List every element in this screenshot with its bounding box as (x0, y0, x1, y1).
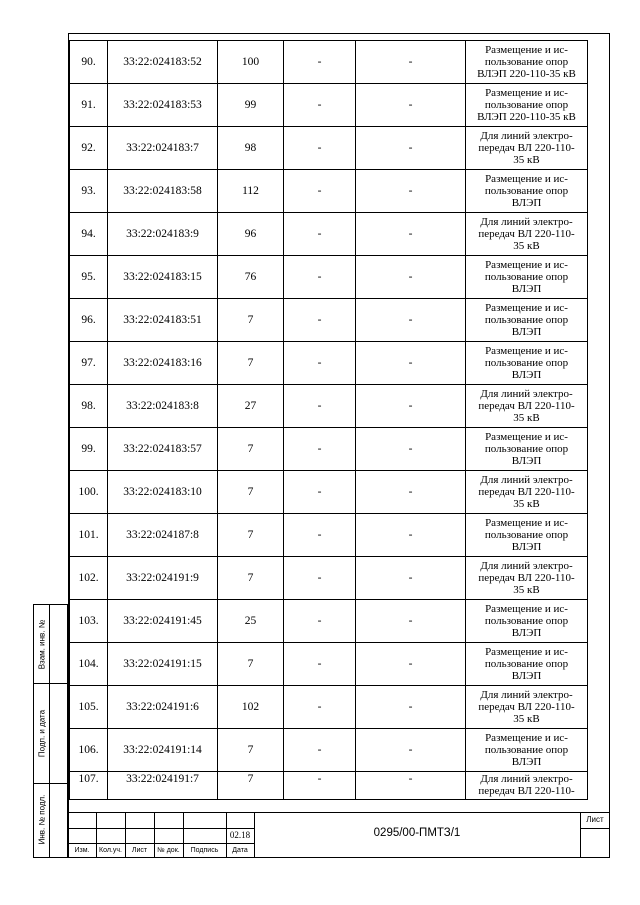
empty-cell: - (356, 127, 466, 170)
table-row (70, 256, 588, 299)
area-value: 7 (218, 299, 284, 342)
header-sheet: Лист (131, 847, 148, 854)
empty-cell: - (356, 514, 466, 557)
empty-cell: - (284, 600, 356, 643)
land-use: Размещение и ис- пользование опор ВЛЭП (466, 729, 588, 772)
area-value: 25 (218, 600, 284, 643)
area-value: 7 (218, 514, 284, 557)
empty-cell: - (356, 729, 466, 772)
cadastral-number: 33:22:024191:6 (108, 686, 218, 729)
row-number: 107. (70, 772, 108, 800)
empty-cell: - (284, 127, 356, 170)
title-block (68, 812, 610, 858)
table-row (70, 471, 588, 514)
empty-cell: - (356, 600, 466, 643)
table-row (70, 213, 588, 256)
row-number: 92. (70, 127, 108, 170)
table-row (70, 299, 588, 342)
header-change: Изм. (74, 847, 90, 854)
sheet-label: Лист (586, 815, 604, 824)
header-doc-number: № док. (157, 847, 180, 854)
empty-cell: - (284, 170, 356, 213)
table-row (70, 170, 588, 213)
table-row (70, 342, 588, 385)
strip-label-replace-inv: Взам. инв. № (37, 619, 47, 670)
land-use: Размещение и ис- пользование опор ВЛЭП (466, 256, 588, 299)
area-value: 7 (218, 471, 284, 514)
empty-cell: - (356, 557, 466, 600)
table-row (70, 84, 588, 127)
row-number: 95. (70, 256, 108, 299)
row-number: 93. (70, 170, 108, 213)
row-number: 97. (70, 342, 108, 385)
row-number: 100. (70, 471, 108, 514)
table-row (70, 41, 588, 84)
empty-cell: - (356, 428, 466, 471)
area-value: 112 (218, 170, 284, 213)
empty-cell: - (284, 643, 356, 686)
empty-cell: - (284, 428, 356, 471)
empty-cell: - (284, 772, 356, 800)
table-row (70, 600, 588, 643)
empty-cell: - (356, 385, 466, 428)
area-value: 7 (218, 557, 284, 600)
area-value: 99 (218, 84, 284, 127)
row-number: 98. (70, 385, 108, 428)
empty-cell: - (284, 213, 356, 256)
cadastral-number: 33:22:024191:7 (108, 772, 218, 800)
area-value: 102 (218, 686, 284, 729)
cadastral-number: 33:22:024183:9 (108, 213, 218, 256)
empty-cell: - (284, 471, 356, 514)
empty-cell: - (284, 342, 356, 385)
land-use: Размещение и ис- пользование опор ВЛЭП (466, 643, 588, 686)
land-use: Для линий электро- передач ВЛ 220-110- 35 кВ (466, 385, 588, 428)
land-use: Размещение и ис- пользование опор ВЛЭП (466, 170, 588, 213)
cadastral-number: 33:22:024191:9 (108, 557, 218, 600)
area-value: 96 (218, 213, 284, 256)
land-use: Размещение и ис- пользование опор ВЛЭП (466, 600, 588, 643)
cadastral-number: 33:22:024183:7 (108, 127, 218, 170)
table-row (70, 428, 588, 471)
row-number: 102. (70, 557, 108, 600)
table-row (70, 514, 588, 557)
empty-cell: - (356, 772, 466, 800)
table-row (70, 686, 588, 729)
row-number: 94. (70, 213, 108, 256)
header-quantity: Кол.уч. (99, 847, 122, 854)
empty-cell: - (284, 41, 356, 84)
table-row (70, 385, 588, 428)
land-use: Размещение и ис- пользование опор ВЛЭП (466, 342, 588, 385)
cadastral-number: 33:22:024187:8 (108, 514, 218, 557)
empty-cell: - (284, 256, 356, 299)
area-value: 100 (218, 41, 284, 84)
land-use: Для линий электро- передач ВЛ 220-110- 35 кВ (466, 127, 588, 170)
cadastral-number: 33:22:024183:51 (108, 299, 218, 342)
area-value: 7 (218, 772, 284, 800)
empty-cell: - (356, 41, 466, 84)
cadastral-number: 33:22:024183:58 (108, 170, 218, 213)
land-use: Размещение и ис- пользование опор ВЛЭП (466, 514, 588, 557)
area-value: 27 (218, 385, 284, 428)
cadastral-number: 33:22:024191:45 (108, 600, 218, 643)
cadastral-number: 33:22:024191:15 (108, 643, 218, 686)
area-value: 76 (218, 256, 284, 299)
area-value: 98 (218, 127, 284, 170)
empty-cell: - (356, 686, 466, 729)
land-use: Размещение и ис- пользование опор ВЛЭП 220-110-35 кВ (466, 41, 588, 84)
empty-cell: - (356, 256, 466, 299)
header-date: Дата (232, 847, 248, 854)
empty-cell: - (356, 213, 466, 256)
document-code: 0295/00-ПМТЗ/1 (373, 827, 461, 839)
cadastral-number: 33:22:024183:52 (108, 41, 218, 84)
land-plots-table (69, 40, 588, 800)
table-row (70, 772, 588, 800)
row-number: 96. (70, 299, 108, 342)
empty-cell: - (284, 514, 356, 557)
table-row (70, 729, 588, 772)
area-value: 7 (218, 729, 284, 772)
land-use: Для линий электро- передач ВЛ 220-110- 35 кВ (466, 686, 588, 729)
empty-cell: - (284, 299, 356, 342)
empty-cell: - (284, 84, 356, 127)
empty-cell: - (284, 729, 356, 772)
empty-cell: - (284, 385, 356, 428)
land-use: Для линий электро- передач ВЛ 220-110- 35 кВ (466, 213, 588, 256)
area-value: 7 (218, 342, 284, 385)
empty-cell: - (284, 686, 356, 729)
table-row (70, 127, 588, 170)
table-row (70, 643, 588, 686)
land-use: Для линий электро- передач ВЛ 220-110- 35 кВ (466, 557, 588, 600)
header-signature: Подпись (190, 847, 219, 854)
empty-cell: - (284, 557, 356, 600)
strip-label-inv-original: Инв. № подл. (37, 794, 47, 845)
empty-cell: - (356, 643, 466, 686)
empty-cell: - (356, 299, 466, 342)
area-value: 7 (218, 428, 284, 471)
empty-cell: - (356, 84, 466, 127)
strip-divider (49, 605, 50, 857)
row-number: 90. (70, 41, 108, 84)
cadastral-number: 33:22:024183:16 (108, 342, 218, 385)
cadastral-number: 33:22:024183:57 (108, 428, 218, 471)
row-number: 105. (70, 686, 108, 729)
land-use: Размещение и ис- пользование опор ВЛЭП (466, 299, 588, 342)
table-row (70, 557, 588, 600)
empty-cell: - (356, 170, 466, 213)
row-number: 101. (70, 514, 108, 557)
row-number: 103. (70, 600, 108, 643)
land-use: Размещение и ис- пользование опор ВЛЭП (466, 428, 588, 471)
cadastral-number: 33:22:024183:15 (108, 256, 218, 299)
area-value: 7 (218, 643, 284, 686)
row-number: 99. (70, 428, 108, 471)
land-use: Размещение и ис- пользование опор ВЛЭП 220-110-35 кВ (466, 84, 588, 127)
empty-cell: - (356, 342, 466, 385)
row-number: 104. (70, 643, 108, 686)
empty-cell: - (356, 471, 466, 514)
date-value: 02.18 (229, 830, 251, 840)
cadastral-number: 33:22:024183:10 (108, 471, 218, 514)
cadastral-number: 33:22:024191:14 (108, 729, 218, 772)
land-use: Для линий электро- передач ВЛ 220-110- 35 кВ (466, 471, 588, 514)
left-approval-strip (33, 604, 68, 858)
cadastral-number: 33:22:024183:53 (108, 84, 218, 127)
strip-label-sign-date: Подп. и дата (37, 709, 47, 758)
land-use: Для линий электро- передач ВЛ 220-110- (466, 772, 588, 800)
cadastral-number: 33:22:024183:8 (108, 385, 218, 428)
row-number: 106. (70, 729, 108, 772)
row-number: 91. (70, 84, 108, 127)
